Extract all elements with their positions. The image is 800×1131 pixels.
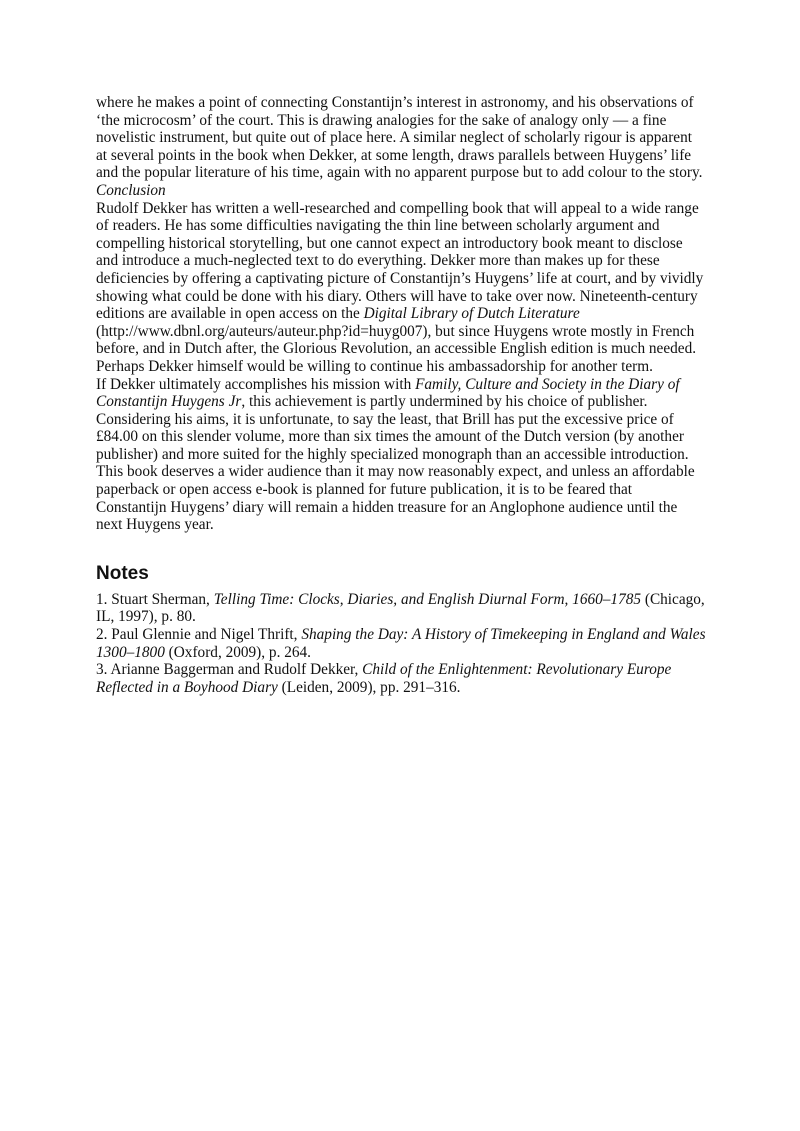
section-heading-conclusion: Conclusion bbox=[96, 181, 166, 199]
note-item bbox=[96, 661, 706, 696]
note-title: Telling Time: Clocks, Diaries, and English Diurnal Form, 1660–1785 bbox=[213, 590, 642, 608]
note-item bbox=[96, 591, 706, 626]
body-paragraph bbox=[96, 94, 706, 182]
note-suffix: (Chicago, IL, 1997), p. 80. bbox=[96, 590, 705, 626]
paragraph-text: If Dekker ultimately accomplishes his mission with bbox=[96, 375, 416, 393]
paragraph-text: where he makes a point of connecting Constantijn’s interest in astronomy, and his observations of ‘the microcosm’ of the court. This is drawing analogies for the sake of analogy only — a fine novelistic instrument, but quite out of place here. A similar neglect of scholarly rigour is apparent at several points in the book when Dekker, at some length, draws parallels between Huygens’ life and the popular literature of his time, again with no apparent purpose but to add colour to the story. bbox=[96, 94, 703, 182]
note-title: Child of the Enlightenment: Revolutionary Europe Reflected in a Boyhood Diary bbox=[96, 661, 672, 696]
document-page bbox=[96, 94, 706, 696]
paragraph-text: (http://www.dbnl.org/auteurs/auteur.php?id=huyg007), but since Huygens wrote mostly in French before, and in Dutch after, the Glorious Revolution, an accessible English edition is much needed. Perhaps Dekker himself would be willing to continue his ambassadorship for another term. bbox=[96, 322, 697, 375]
paragraph-text: Rudolf Dekker has written a well-researched and compelling book that will appeal to a wide range of readers. He has some difficulties navigating the thin line between scholarly argument and compelling historical storytelling, but one cannot expect an introductory book meant to disclose and introduce a much-neglected text to do everything. Dekker more than makes up for these deficiencies by offering a captivating picture of Constantijn’s Huygens’ life at court, and by vividly showing what could be done with his diary. Others will have to take over now. Nineteenth-century editions are available in open access on the bbox=[96, 199, 704, 323]
note-suffix: (Oxford, 2009), p. 264. bbox=[164, 643, 311, 661]
note-item bbox=[96, 626, 706, 661]
body-paragraph bbox=[96, 376, 706, 534]
cited-work-title: Digital Library of Dutch Literature bbox=[363, 305, 580, 323]
body-paragraph bbox=[96, 200, 706, 376]
paragraph-text: , this achievement is partly undermined by his choice of publisher. Considering his aims, it is unfortunate, to say the least, that Brill has put the excessive price of £84.00 on this slender volume, more than six times the amount of the Dutch version (by another publisher) and more suited for the highly specialized monograph than an accessible introduction. This book deserves a wider audience than it may now reasonably expect, and unless an affordable paperback or open access e-book is planned for future publication, it is to be feared that Constantijn Huygens’ diary will remain a hidden treasure for an Anglophone audience until the next Huygens year. bbox=[96, 393, 695, 534]
note-prefix: 3. Arianne Baggerman and Rudolf Dekker, bbox=[96, 661, 363, 679]
note-title: Shaping the Day: A History of Timekeeping in England and Wales 1300–1800 bbox=[96, 626, 706, 661]
book-title: Family, Culture and Society in the Diary of Constantijn Huygens Jr bbox=[96, 375, 680, 411]
note-suffix: (Leiden, 2009), pp. 291–316. bbox=[277, 678, 461, 696]
note-prefix: 2. Paul Glennie and Nigel Thrift, bbox=[96, 626, 302, 644]
notes-heading: Notes bbox=[96, 562, 149, 584]
note-prefix: 1. Stuart Sherman, bbox=[96, 590, 214, 608]
